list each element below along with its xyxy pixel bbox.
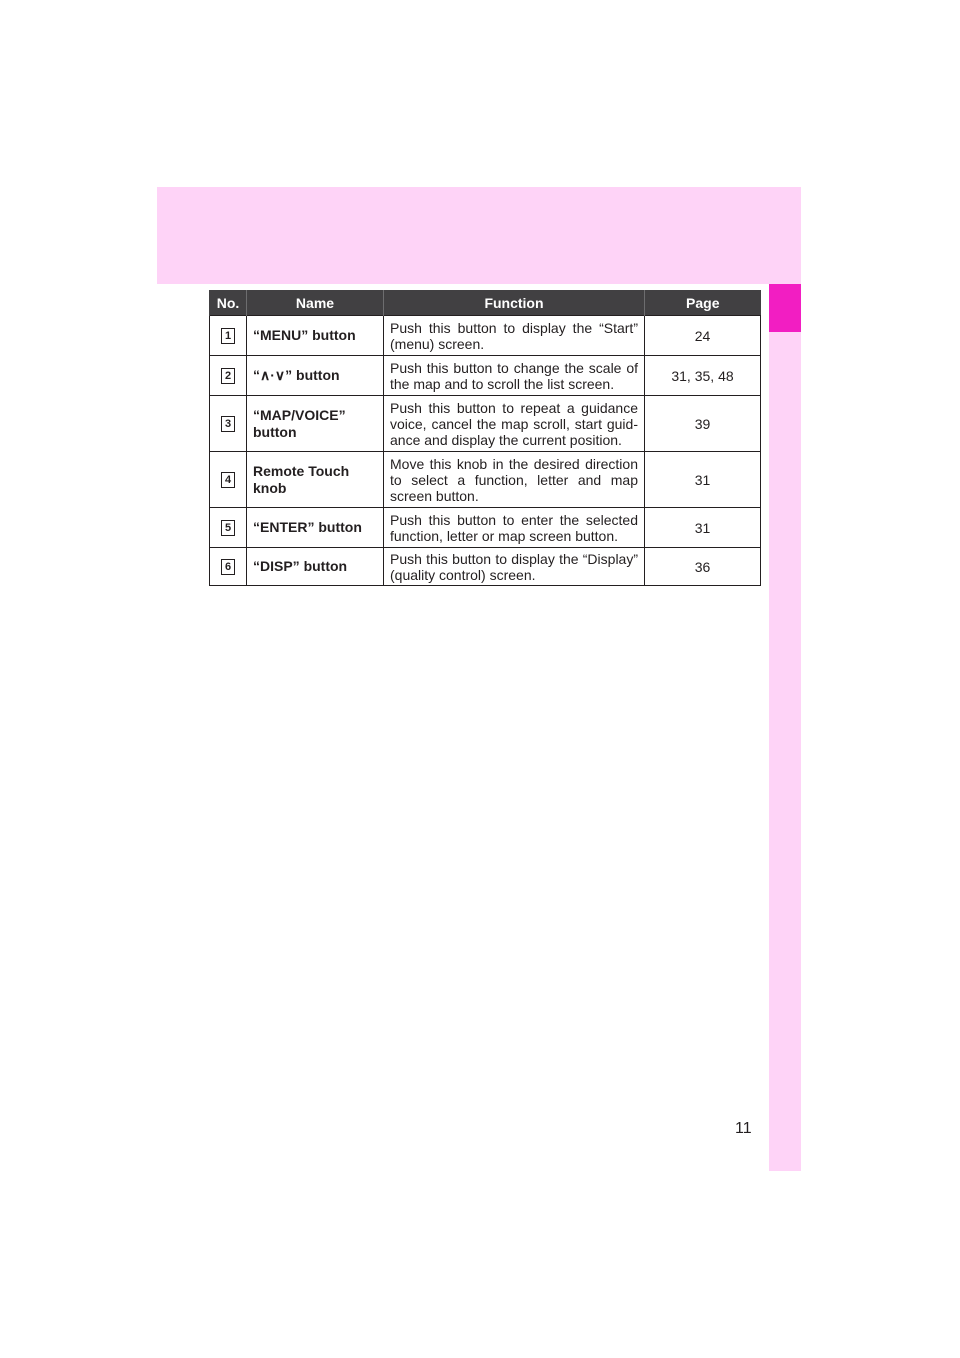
row-name: “∧·∨” button: [247, 356, 384, 396]
table-row: [210, 356, 761, 396]
row-page: 31: [645, 452, 761, 508]
row-number-box: 4: [221, 472, 235, 488]
row-number-box: 3: [221, 416, 235, 432]
table-row: [210, 396, 761, 452]
row-number-box: 6: [221, 559, 235, 575]
row-number-cell: [210, 356, 247, 396]
table-row: [210, 316, 761, 356]
row-number-box: 1: [221, 328, 235, 344]
section-tab: [769, 284, 801, 332]
header-function: Function: [384, 290, 645, 316]
row-number-box: 2: [221, 368, 235, 384]
row-name: “MAP/VOICE” button: [247, 396, 384, 452]
row-function: Push this button to display the “Start” (menu) screen.: [384, 316, 645, 356]
row-function: Push this button to enter the selected function, letter or map screen button.: [384, 508, 645, 548]
page-number: 11: [735, 1120, 752, 1137]
row-number-cell: [210, 316, 247, 356]
row-page: 31, 35, 48: [645, 356, 761, 396]
row-number-cell: [210, 548, 247, 586]
row-page: 24: [645, 316, 761, 356]
row-page: 39: [645, 396, 761, 452]
row-page: 31: [645, 508, 761, 548]
header-band: [157, 187, 801, 284]
table-header-row: [210, 290, 761, 316]
table-row: [210, 548, 761, 586]
row-page: 36: [645, 548, 761, 586]
table-row: [210, 452, 761, 508]
row-number-box: 5: [221, 520, 235, 536]
header-no: No.: [210, 290, 247, 316]
row-function: Push this button to repeat a guidance voice, cancel the map scroll, start guid-ance and display the current position.: [384, 396, 645, 452]
row-name: “DISP” button: [247, 548, 384, 586]
row-function: Push this button to display the “Display” (quality control) screen.: [384, 548, 645, 586]
row-name: “MENU” button: [247, 316, 384, 356]
row-number-cell: [210, 452, 247, 508]
row-number-cell: [210, 508, 247, 548]
row-function: Push this button to change the scale of the map and to scroll the list screen.: [384, 356, 645, 396]
side-strip: [769, 284, 801, 1171]
header-page: Page: [645, 290, 761, 316]
row-function: Move this knob in the desired direction to select a function, letter and map screen button.: [384, 452, 645, 508]
row-number-cell: [210, 396, 247, 452]
header-name: Name: [247, 290, 384, 316]
button-function-table: [209, 290, 761, 586]
table-row: [210, 508, 761, 548]
row-name: Remote Touch knob: [247, 452, 384, 508]
row-name: “ENTER” button: [247, 508, 384, 548]
